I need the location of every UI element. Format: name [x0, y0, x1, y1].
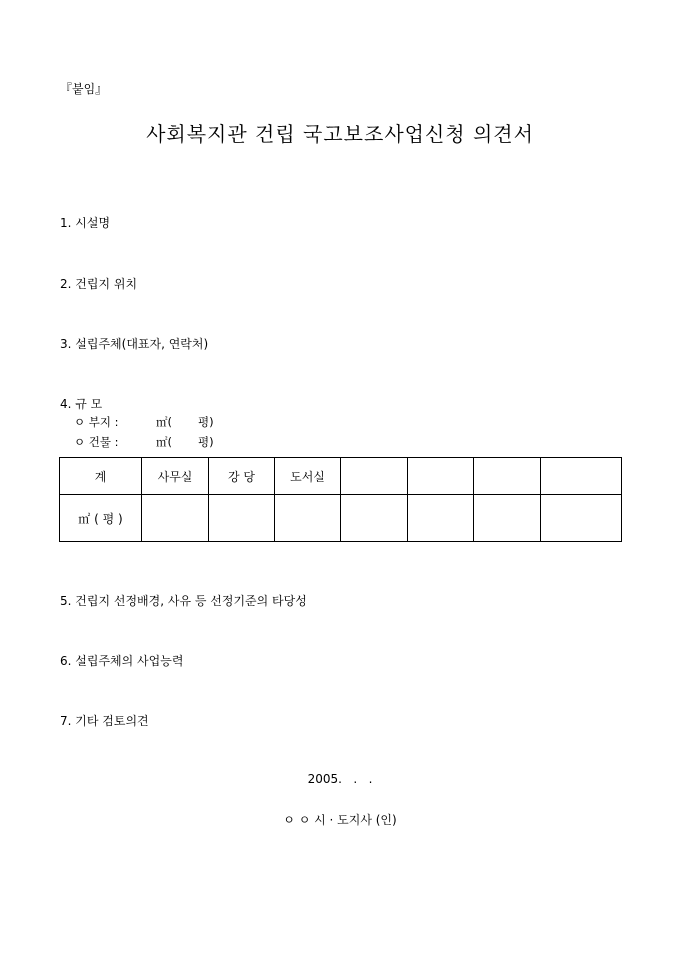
attachment-label: 『붙임』 — [60, 82, 108, 96]
value-cell — [142, 495, 209, 542]
signature-line: ㅇ ㅇ 시 · 도지사 (인) — [283, 813, 397, 827]
section-scale: 4. 규 모 — [60, 397, 103, 411]
header-blank — [474, 458, 541, 495]
site-area-pyeong: 평) — [198, 415, 214, 429]
table-header-row — [60, 458, 622, 495]
document-title: 사회복지관 건립 국고보조사업신청 의견서 — [146, 122, 534, 146]
section-site-location: 2. 건립지 위치 — [60, 277, 138, 291]
section-site-selection: 5. 건립지 선정배경, 사유 등 선정기준의 타당성 — [60, 594, 307, 608]
date-line: 2005. . . — [307, 772, 373, 786]
header-library: 도서실 — [275, 458, 341, 495]
header-total: 계 — [60, 458, 142, 495]
building-area-line — [74, 434, 214, 450]
header-office: 사무실 — [142, 458, 209, 495]
site-area-label: ㅇ 부지 : — [74, 415, 119, 429]
value-cell — [408, 495, 474, 542]
value-cell — [341, 495, 408, 542]
header-auditorium: 강 당 — [209, 458, 275, 495]
value-cell — [275, 495, 341, 542]
header-blank — [541, 458, 622, 495]
site-area-line — [74, 414, 214, 430]
building-area-pyeong: 평) — [198, 435, 214, 449]
area-unit-cell: ㎡ ( 평 ) — [60, 495, 142, 542]
value-cell — [541, 495, 622, 542]
section-capability: 6. 설립주체의 사업능력 — [60, 654, 184, 668]
building-area-unit: ㎡( — [156, 435, 172, 449]
site-area-unit: ㎡( — [156, 415, 172, 429]
header-blank — [408, 458, 474, 495]
scale-table — [59, 457, 622, 542]
section-founder: 3. 설립주체(대표자, 연락처) — [60, 337, 209, 351]
section-facility-name: 1. 시설명 — [60, 216, 111, 230]
section-other-opinion: 7. 기타 검토의견 — [60, 714, 149, 728]
building-area-label: ㅇ 건물 : — [74, 435, 119, 449]
table-value-row — [60, 495, 622, 542]
header-blank — [341, 458, 408, 495]
value-cell — [474, 495, 541, 542]
value-cell — [209, 495, 275, 542]
